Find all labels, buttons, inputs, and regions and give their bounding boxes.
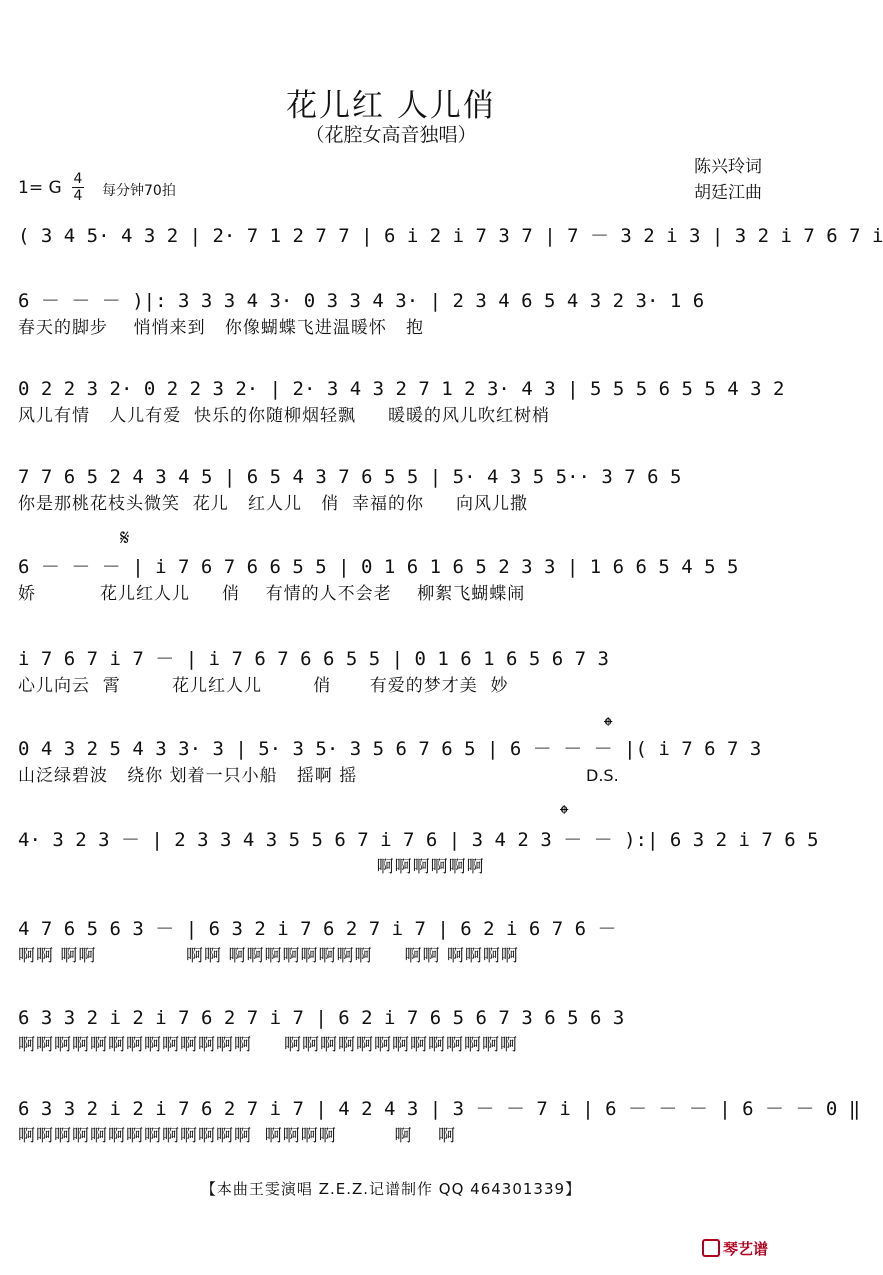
lyrics-line: 娇 花儿红人儿 俏 有情的人不会老 柳絮飞蝴蝶闹 (18, 584, 526, 604)
score-system-1 (18, 222, 883, 276)
score-system-11 (18, 1095, 861, 1149)
notation-line: ( 3 4 5· 4 3 2 | 2· 7 1 2 7 7 | 6 i 2 i 7 3 7 | 7 － 3 2 i 3 | 3 2 i 7 6 7 i (18, 225, 883, 247)
score-system-8 (18, 826, 819, 880)
notation-line: 0 4 3 2 5 4 3 3· 3 | 5· 3 5· 3 5 6 7 6 5 | 6 － － － |( i 7 6 7 3 (18, 738, 762, 760)
song-subtitle: （花腔女高音独唱） (305, 124, 477, 146)
score-system-2 (18, 287, 766, 341)
key-signature: 1= G (18, 178, 62, 198)
score-system-5 (18, 553, 766, 607)
composer-credit: 胡廷江曲 (694, 183, 762, 203)
time-signature-top: 4 (73, 171, 83, 187)
score-system-9 (18, 915, 766, 969)
score-system-7 (18, 735, 766, 789)
notation-line: 6 － － － | i 7 6 7 6 6 5 5 | 0 1 6 1 6 5 2 3 3 | 1 6 6 5 4 5 5 (18, 556, 739, 578)
notation-line: 6 3 3 2 i 2 i 7 6 2 7 i 7 | 4 2 4 3 | 3 － － 7 i | 6 － － － | 6 － － 0 ‖ (18, 1098, 861, 1120)
logo-text: 琴艺谱 (722, 1240, 768, 1258)
notation-line: 7 7 6 5 2 4 3 4 5 | 6 5 4 3 7 6 5 5 | 5· 4 3 5 5·· 3 7 6 5 (18, 466, 682, 488)
time-signature (72, 172, 84, 203)
score-system-4 (18, 463, 766, 517)
notation-line: 6 3 3 2 i 2 i 7 6 2 7 i 7 | 6 2 i 7 6 5 6 7 3 6 5 6 3 (18, 1007, 625, 1029)
score-system-6 (18, 645, 766, 699)
lyrics-line: 心儿向云 霄 花儿红人儿 俏 有爱的梦才美 妙 (18, 676, 509, 696)
lyrics-line: 啊啊啊啊啊啊啊啊啊啊啊啊啊 啊啊啊啊啊啊啊啊啊啊啊啊啊 (18, 1035, 519, 1055)
notation-line: 0 2 2 3 2· 0 2 2 3 2· | 2· 3 4 3 2 7 1 2 3· 4 3 | 5 5 5 6 5 5 4 3 2 (18, 378, 785, 400)
lyrics-line: 风儿有情 人儿有爱 快乐的你随柳烟轻飘 暖暖的风儿吹红树梢 (18, 406, 551, 426)
tempo-marking: 每分钟70拍 (102, 183, 176, 199)
time-signature-bottom: 4 (73, 188, 83, 204)
song-title: 花儿红 人儿俏 (286, 88, 496, 124)
notation-line: 4 7 6 5 6 3 － | 6 3 2 i 7 6 2 7 i 7 | 6 2 i 6 7 6 － (18, 918, 617, 940)
score-system-3 (18, 375, 785, 429)
coda-mark-2: 𝄌 (560, 800, 569, 828)
logo-icon (702, 1239, 720, 1257)
lyrics-line: 啊啊啊啊啊啊 (18, 857, 485, 877)
lyrics-line: 啊啊 啊啊 啊啊 啊啊啊啊啊啊啊啊 啊啊 啊啊啊啊 (18, 946, 519, 966)
coda-mark: 𝄌 (604, 712, 613, 740)
lyrics-line: 春天的脚步 悄悄来到 你像蝴蝶飞进温暖怀 抱 (18, 318, 425, 338)
lyricist-credit: 陈兴玲词 (694, 157, 762, 177)
notation-line: i 7 6 7 i 7 － | i 7 6 7 6 6 5 5 | 0 1 6 1 6 5 6 7 3 (18, 648, 609, 670)
segno-mark: 𝄋 (120, 526, 130, 551)
lyrics-line: 你是那桃花枝头微笑 花儿 红人儿 俏 幸福的你 向风儿撒 (18, 494, 529, 514)
notation-line: 4· 3 2 3 － | 2 3 3 4 3 5 5 6 7 i 7 6 | 3 4 2 3 － － ):| 6 3 2 i 7 6 5 (18, 829, 819, 851)
lyrics-line (18, 250, 766, 276)
score-system-10 (18, 1004, 766, 1058)
site-logo[interactable] (702, 1238, 768, 1259)
ds-marking: D.S. (586, 766, 619, 785)
lyrics-line: 山泛绿碧波 绕你 划着一只小船 摇啊 摇 (18, 766, 358, 786)
footer-credit: 【本曲王雯演唱 Z.E.Z.记谱制作 QQ 464301339】 (200, 1180, 582, 1198)
lyrics-line: 啊啊啊啊啊啊啊啊啊啊啊啊啊 啊啊啊啊 啊 啊 (18, 1126, 457, 1146)
notation-line: 6 － － － )|: 3 3 3 4 3· 0 3 3 4 3· | 2 3 4 6 5 4 3 2 3· 1 6 (18, 290, 705, 312)
